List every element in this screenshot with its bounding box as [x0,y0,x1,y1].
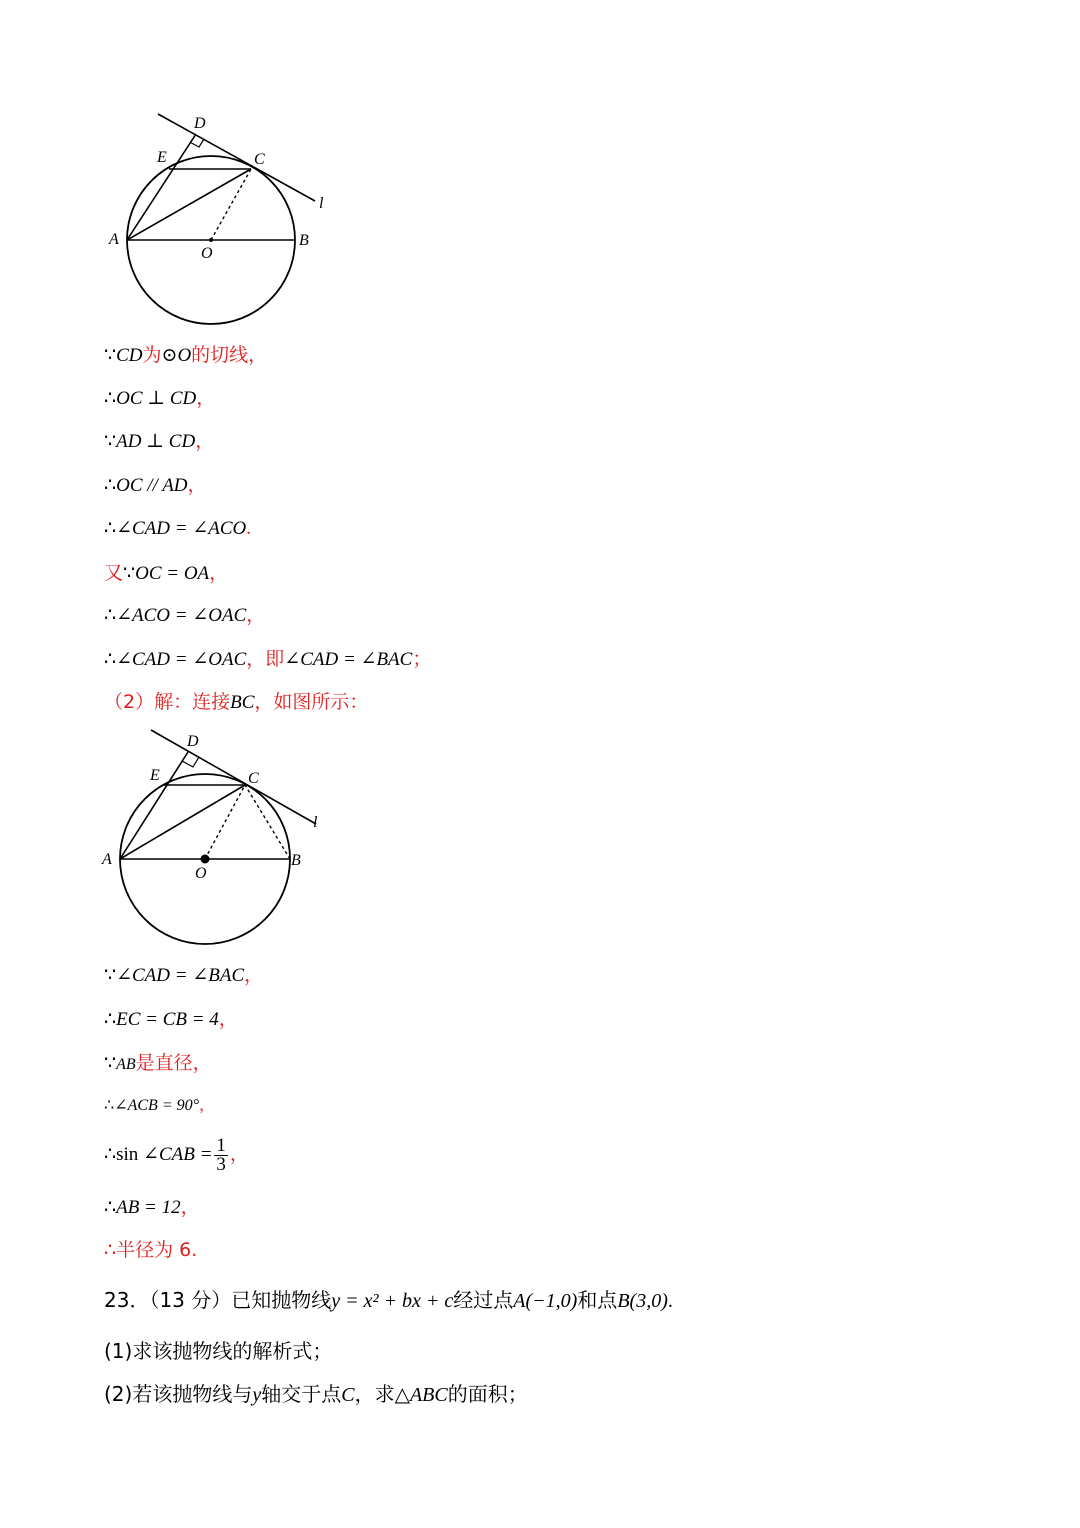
text: 为 [142,344,162,366]
math-expr: ∠ACB = 90° [114,1097,200,1114]
text: （2）解：连接 [104,691,231,713]
label-a: A [102,851,112,868]
punct: ， [199,1097,216,1114]
sin-function: sin [116,1144,139,1165]
math-expr: OC ⊥ CD [116,388,197,409]
question-text: ，求 [354,1382,395,1406]
math-expr: ∠CAD = ∠BAC [284,649,413,670]
proof1-line3 [104,430,214,454]
because-symbol: ∵ [104,345,117,366]
label-d: D [187,733,199,750]
label-c: C [248,770,259,787]
label-d: D [194,115,206,132]
tangent-line-l [151,730,316,824]
math-expr: AB = 12 [116,1197,181,1218]
text: ，即 [246,648,285,670]
geometry-figure-2 [96,724,336,954]
therefore-symbol: ∴ [104,388,117,409]
label-o: O [195,865,207,882]
proof1-line4 [104,474,207,498]
segment-ac [120,785,245,859]
punct: ， [195,431,215,452]
label-b: B [291,852,301,869]
punct: . [246,518,252,539]
circle-symbol: ⊙ [161,345,178,366]
math-expr: OC // AD [116,475,188,496]
punct: ； [412,649,432,670]
punct: ， [244,965,264,986]
punct: ， [180,1197,200,1218]
proof1-line7 [104,604,265,628]
fraction [214,1137,228,1174]
math-expr: C [341,1384,355,1406]
math-expr: y [252,1384,262,1406]
proof1-line2 [104,387,215,411]
math-expr: CD [116,345,143,366]
label-b: B [299,232,309,249]
math-expr: △ABC [394,1384,448,1406]
text: ，如图所示： [254,691,369,713]
therefore-symbol: ∴ [104,605,117,626]
therefore-symbol: ∴ [104,1097,115,1114]
therefore-symbol: ∴ [104,1009,117,1030]
punct: ， [187,475,207,496]
question-text: (2)若该抛物线与 [104,1382,253,1406]
math-expr: AB [116,1056,136,1073]
text: 半径为 6. [116,1239,198,1261]
text: 是直径， [135,1052,212,1074]
label-l: l [313,814,318,831]
because-symbol: ∵ [104,1053,117,1074]
proof1-line8 [104,647,431,672]
therefore-symbol: ∴ [104,1144,117,1165]
label-a: A [109,231,119,248]
because-symbol: ∵ [104,965,117,986]
punct: ， [196,388,216,409]
label-c: C [254,151,265,168]
center-point [209,238,213,242]
proof2-line1 [104,964,263,988]
math-expr: B(3,0) [617,1290,668,1312]
therefore-symbol: ∴ [104,649,117,670]
proof2-line2 [104,1008,238,1032]
proof2-line4 [104,1094,215,1118]
math-expr: OC = OA [135,563,210,584]
math-expr: ∠CAD = ∠OAC [116,649,247,670]
question-text: 和点 [577,1288,618,1312]
proof1-line6 [104,561,228,586]
punct: . [667,1290,673,1312]
math-expr: A(−1,0) [513,1290,578,1312]
question-23-part2 [104,1382,528,1407]
math-expr: y = x² + bx + c [331,1290,454,1312]
therefore-symbol: ∴ [104,475,117,496]
denominator: 3 [216,1154,226,1176]
because-symbol: ∵ [104,431,117,452]
question-23 [104,1288,673,1313]
segment-ac [127,169,251,240]
label-l: l [319,195,324,212]
proof2-line6 [104,1196,200,1220]
label-e: E [157,149,167,166]
therefore-symbol: ∴ [104,1240,117,1261]
label-o: O [201,245,213,262]
question-23-part1 [104,1339,332,1364]
therefore-symbol: ∴ [104,518,117,539]
proof2-line7 [104,1238,197,1263]
math-expr: O [177,345,192,366]
math-expr: ∠CAD = ∠BAC [116,965,245,986]
punct: ， [209,563,229,584]
math-expr: AD ⊥ CD [116,431,196,452]
label-e: E [150,767,160,784]
math-expr: ∠ACO = ∠OAC [116,605,247,626]
proof2-line3 [104,1051,212,1077]
math-expr: ∠CAB = [143,1144,213,1165]
question-text: (1)求该抛物线的解析式； [104,1339,333,1363]
question-text: 轴交于点 [261,1382,342,1406]
proof1-line5 [104,517,251,541]
punct: ， [229,1144,249,1165]
because-symbol: ∵ [123,563,136,584]
proof1-line1 [104,343,267,368]
math-expr: ∠CAD = ∠ACO [116,518,247,539]
math-expr: EC = CB = 4 [116,1009,219,1030]
geometry-figure-1 [100,108,340,328]
text: 又 [104,562,124,584]
proof2-line5 [104,1133,249,1177]
question-text: 的面积； [447,1382,528,1406]
punct: ， [218,1009,238,1030]
math-expr: BC [230,692,255,713]
punct: ， [246,605,266,626]
center-point [201,855,210,864]
therefore-symbol: ∴ [104,1197,117,1218]
question-text: 23．（13 分）已知抛物线 [104,1288,332,1312]
part2-heading [104,690,368,715]
question-text: 经过点 [453,1288,514,1312]
numerator: 1 [216,1135,226,1157]
text: 的切线， [191,344,268,366]
